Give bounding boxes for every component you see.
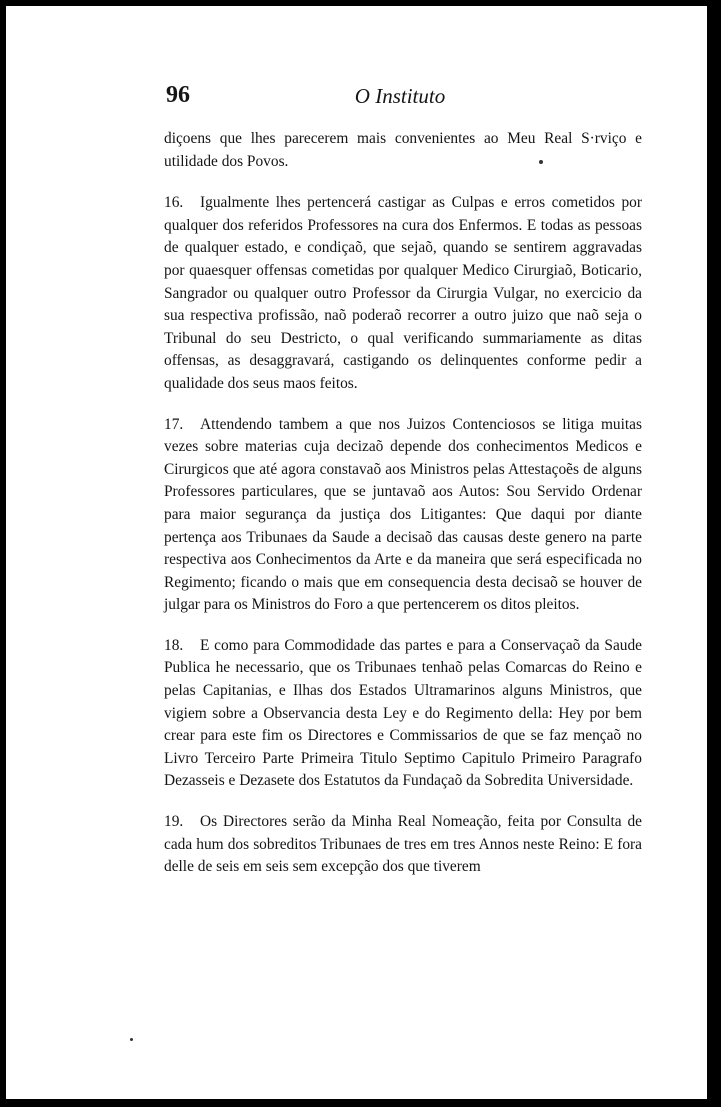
- paragraph-19: [164, 811, 642, 879]
- paragraph-text: Attendendo tambem a que nos Juizos Contenciosos se litiga muitas vezes sobre materias cuja decizaõ depende dos conhecimentos Medicos e Cirurgicos que até agora constavaõ aos Ministros pelas Attestaçoẽs de alguns Professores particulares, que se juntavaõ aos Autos: Sou Servido Ordenar para maior segurança da justiça dos Litigantes: Que daqui por diante pertença aos Tribunaes da Saude a decisaõ das causas deste genero na parte respectiva aos Conhecimentos da Arte e da maneira que será especificada no Regimento; ficando o mais que em consequencia desta decisaõ se houver de julgar para os Ministros do Foro a que pertencerem os ditos pleitos.: [164, 415, 642, 614]
- paragraph-17: [164, 414, 642, 617]
- paragraph-continuation: [164, 128, 642, 173]
- paragraph-number: 17.: [164, 415, 184, 433]
- paragraph-text: diçoens que lhes parecerem mais convenientes ao Meu Real S·rviço e utilidade dos Povos.: [164, 130, 642, 170]
- paragraph-number: 16.: [164, 194, 184, 212]
- paragraph-text: E como para Commodidade das partes e para a Conservaçaõ da Saude Publica he necessario, que os Tribunaes tenhaõ pelas Comarcas do Reino e pelas Capitanias, e Ilhas dos Estados Ultramarinos alguns Ministros, que vigiem sobre a Observancia desta Ley e do Regimento della: Hey por bem crear para este fim os Directores e Commissarios de que se faz mençaõ no Livro Terceiro Parte Primeira Titulo Septimo Capitulo Primeiro Paragrafo Dezasseis e Dezasete dos Estatutos da Fundaçaõ da Sobredita Universidade.: [164, 636, 642, 790]
- page-number: 96: [166, 82, 190, 108]
- ink-speck: [130, 1038, 133, 1041]
- body-text: [164, 128, 642, 897]
- running-title: O Instituto: [354, 84, 446, 108]
- paragraph-16: [164, 192, 642, 395]
- page-header: [158, 82, 642, 112]
- paragraph-text: Igualmente lhes pertencerá castigar as Culpas e erros cometidos por qualquer dos referidos Professores na cura dos Enfermos. E todas as pessoas de qualquer estado, e condiçaõ, que sejaõ, quando se sentirem aggravadas por quaesquer offensas cometidas por qualquer Medico Cirurgiaõ, Boticario, Sangrador ou qualquer outro Professor da Cirurgia Vulgar, no exercicio da sua respectiva profissão, naõ poderaõ recorrer a outro juizo que naõ seja o Tribunal do seu Destricto, o qual verificando summariamente as ditas offensas, as desaggravará, castigando os delinquentes conforme pedir a qualidade dos seus maos feitos.: [164, 194, 642, 392]
- paragraph-number: 18.: [164, 636, 184, 654]
- paragraph-text: Os Directores serão da Minha Real Nomeação, feita por Consulta de cada hum dos sobreditos Tribunaes de tres em tres Annos neste Reino: E fora delle de seis em seis sem excepção dos que tiverem: [164, 813, 642, 876]
- ink-speck: [539, 160, 543, 164]
- paragraph-18: [164, 635, 642, 793]
- paragraph-number: 19.: [164, 813, 184, 831]
